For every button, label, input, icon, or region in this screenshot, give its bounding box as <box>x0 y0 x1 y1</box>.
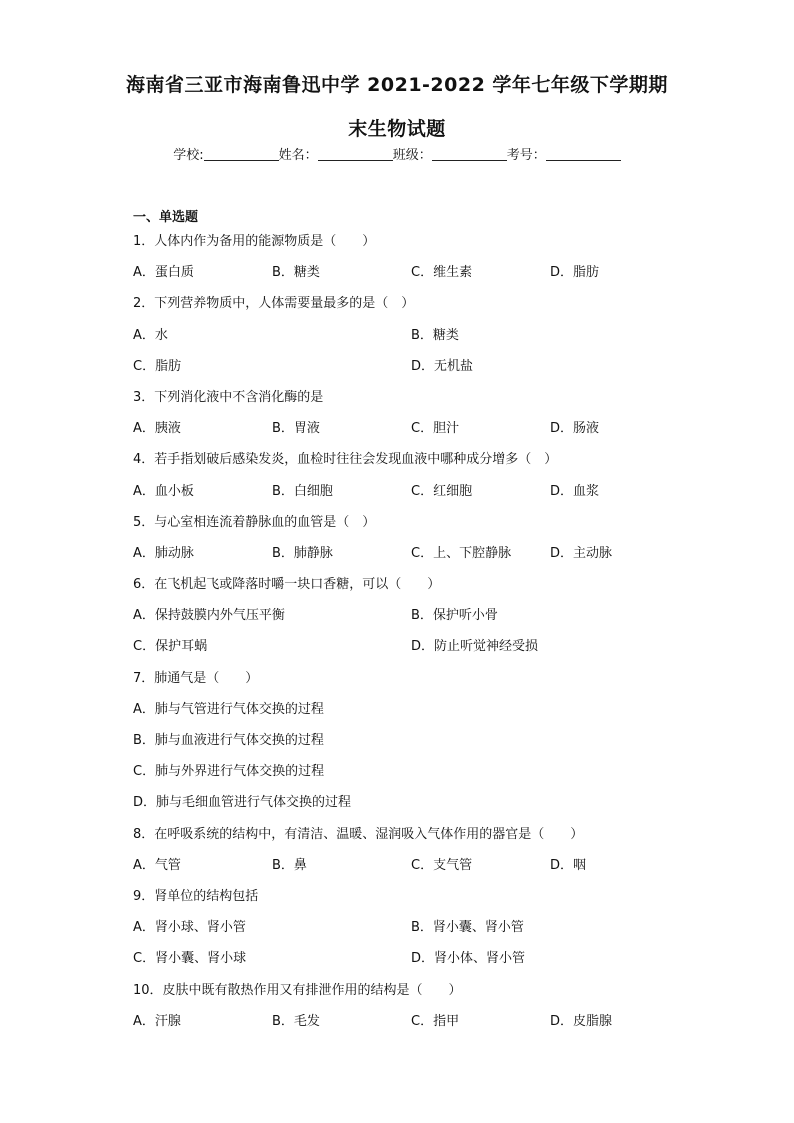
option[interactable]: A．保持鼓膜内外气压平衡 <box>133 608 285 624</box>
school-blank[interactable] <box>204 146 279 161</box>
option[interactable]: A．胰液 <box>133 421 181 437</box>
option[interactable]: D．肠液 <box>550 421 600 437</box>
option[interactable]: C．上、下腔静脉 <box>411 545 512 561</box>
school-label: 学校: <box>173 148 204 163</box>
option[interactable]: A．血小板 <box>133 483 194 499</box>
option[interactable]: C．支气管 <box>411 857 473 873</box>
option[interactable]: A．肾小球、肾小管 <box>133 920 246 936</box>
option-row <box>133 943 693 974</box>
option[interactable]: D．无机盐 <box>411 358 474 374</box>
option[interactable]: C．肺与外界进行气体交换的过程 <box>133 764 325 780</box>
option[interactable]: D．肾小体、肾小管 <box>411 951 526 967</box>
option[interactable]: C．保护耳蜗 <box>133 639 208 655</box>
question-stem: 3．下列消化液中不含消化酶的是 <box>133 389 324 405</box>
exam-title-line-2: 末生物试题 <box>348 118 446 140</box>
option-row <box>133 476 693 507</box>
question-stem: 1．人体内作为备用的能源物质是（ ） <box>133 234 376 249</box>
exam-title-line-1: 海南省三亚市海南鲁迅中学 2021-2022 学年七年级下学期期 <box>126 74 668 96</box>
question-stem: 9．肾单位的结构包括 <box>133 888 259 904</box>
option[interactable]: A．气管 <box>133 857 181 873</box>
section-title: 一、单选题 <box>133 210 199 225</box>
name-label: 姓名： <box>278 148 318 163</box>
question-stem: 6．在飞机起飞或降落时嚼一块口香糖，可以（ ） <box>133 577 441 593</box>
option[interactable]: D．防止听觉神经受损 <box>411 639 539 655</box>
question-list <box>133 226 693 1037</box>
option[interactable]: A．汗腺 <box>133 1013 181 1029</box>
option-row <box>133 351 693 382</box>
option[interactable]: D．肺与毛细血管进行气体交换的过程 <box>133 795 352 811</box>
option[interactable]: B．胃液 <box>272 421 320 437</box>
question-stem: 8．在呼吸系统的结构中，有清洁、温暖、湿润吸入气体作用的器官是（ ） <box>133 826 584 842</box>
option-row <box>133 850 693 881</box>
option[interactable]: C．胆汁 <box>411 421 460 437</box>
exam-number-label: 考号： <box>506 148 546 163</box>
option[interactable]: C．肾小囊、肾小球 <box>133 951 247 967</box>
question-stem: 5．与心室相连流着静脉血的血管是（ ） <box>133 514 376 530</box>
option[interactable]: B．毛发 <box>272 1013 320 1029</box>
question-stem: 4．若手指划破后感染发炎，血检时往往会发现血液中哪种成分增多（ ） <box>133 452 558 468</box>
option[interactable]: B．肾小囊、肾小管 <box>411 920 524 936</box>
option[interactable]: B．肺静脉 <box>272 545 333 561</box>
option-row <box>133 1006 693 1037</box>
option[interactable]: B．鼻 <box>272 857 307 873</box>
option-row <box>133 320 693 351</box>
option[interactable]: D．脂肪 <box>550 265 600 281</box>
name-blank[interactable] <box>318 146 393 161</box>
option-row <box>133 413 693 444</box>
question-stem: 2．下列营养物质中，人体需要量最多的是（ ） <box>133 296 415 312</box>
student-info-line <box>0 144 794 163</box>
option-row <box>133 600 693 631</box>
option[interactable]: D．主动脉 <box>550 545 613 561</box>
option[interactable]: A．肺与气管进行气体交换的过程 <box>133 701 324 717</box>
option[interactable]: D．血浆 <box>550 483 600 499</box>
class-label: 班级： <box>392 148 432 163</box>
option[interactable]: A．蛋白质 <box>133 265 194 281</box>
option[interactable]: C．红细胞 <box>411 483 473 499</box>
question-stem: 7．肺通气是（ ） <box>133 670 259 686</box>
option-row <box>133 257 693 288</box>
option[interactable]: B．肺与血液进行气体交换的过程 <box>133 733 324 748</box>
option[interactable]: B．白细胞 <box>272 483 333 499</box>
option[interactable]: C．维生素 <box>411 265 473 281</box>
option-row <box>133 631 693 662</box>
option[interactable]: B．糖类 <box>272 265 320 281</box>
option[interactable]: A．肺动脉 <box>133 545 194 561</box>
exam-number-blank[interactable] <box>546 146 621 161</box>
option-row <box>133 538 693 569</box>
option[interactable]: D．咽 <box>550 857 587 873</box>
option[interactable]: D．皮脂腺 <box>550 1013 613 1029</box>
question-stem: 10．皮肤中既有散热作用又有排泄作用的结构是（ ） <box>133 982 462 998</box>
option[interactable]: B．糖类 <box>411 327 459 343</box>
option[interactable]: B．保护听小骨 <box>411 608 498 624</box>
option[interactable]: C．脂肪 <box>133 358 182 374</box>
option-row <box>133 912 693 943</box>
option[interactable]: A．水 <box>133 327 168 343</box>
option[interactable]: C．指甲 <box>411 1013 460 1029</box>
class-blank[interactable] <box>432 146 507 161</box>
